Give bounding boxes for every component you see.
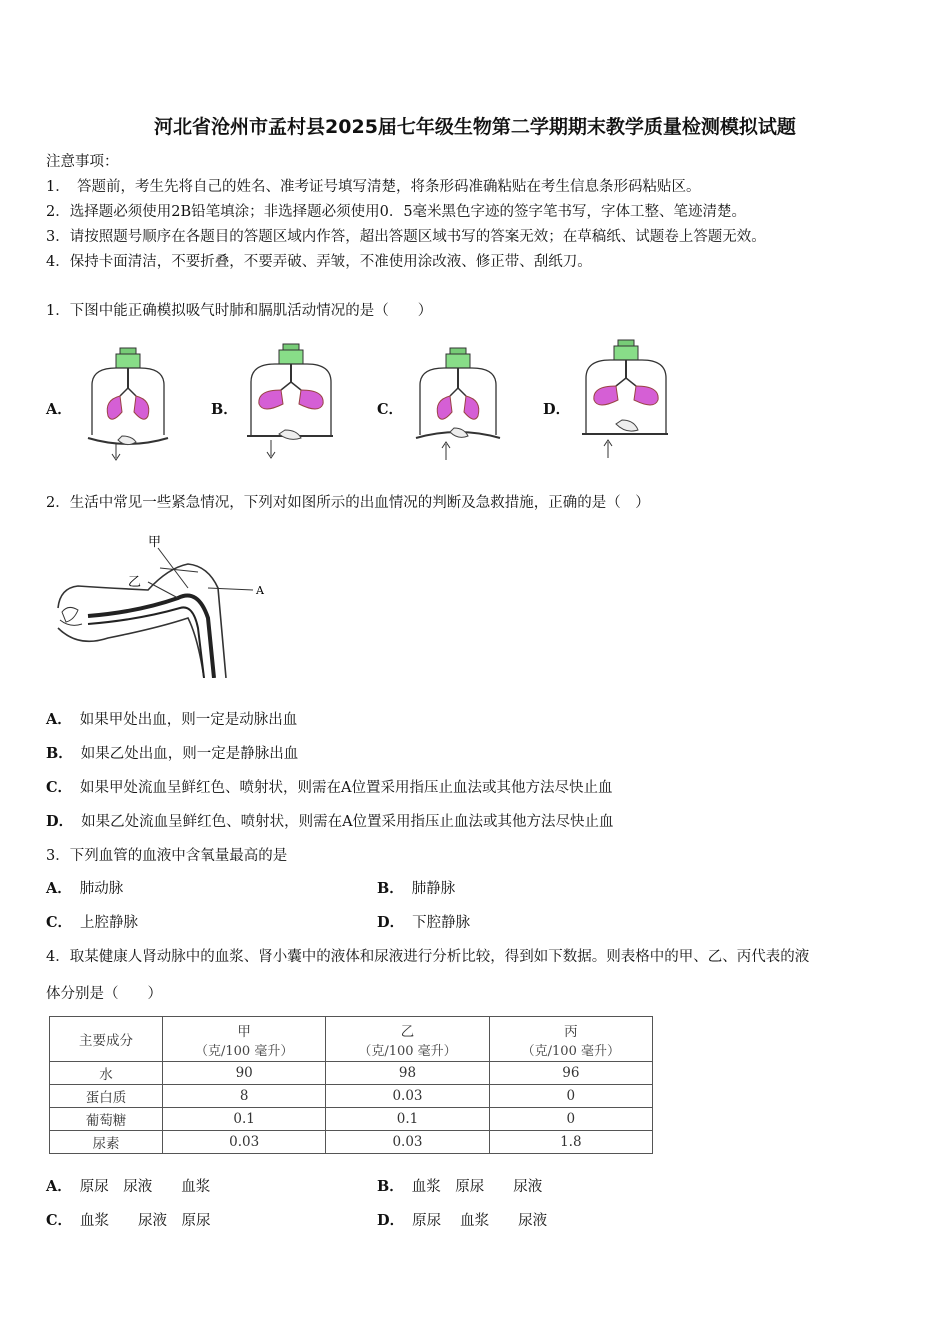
notice-item: 3．请按照题号顺序在各题目的答题区域内作答，超出答题区域书写的答案无效；在草稿纸、试题卷上答题无效。 bbox=[46, 229, 766, 245]
table-cell: 蛋白质 bbox=[50, 1085, 163, 1108]
table-row bbox=[50, 1062, 653, 1085]
table-header-cell: 乙 （克/100 毫升） bbox=[326, 1017, 489, 1062]
q1-label-d: D． bbox=[543, 401, 571, 418]
table-cell: 葡萄糖 bbox=[50, 1108, 163, 1131]
q1-stem: 1．下图中能正确模拟吸气时肺和膈肌活动情况的是（ ） bbox=[46, 303, 433, 319]
table-row bbox=[50, 1108, 653, 1131]
table-cell: 0.03 bbox=[326, 1085, 489, 1108]
q2-option-a[interactable]: A． 如果甲处出血，则一定是动脉出血 bbox=[46, 711, 298, 728]
q4-stem-line1: 4．取某健康人肾动脉中的血浆、肾小囊中的液体和尿液进行分析比较，得到如下数据。则表格中的甲、乙、丙代表的液 bbox=[46, 949, 810, 965]
q4-option-d[interactable]: D． 原尿 血浆 尿液 bbox=[377, 1212, 548, 1229]
q1-label-c: C． bbox=[377, 401, 404, 418]
q4-option-b[interactable]: B． 血浆 原尿 尿液 bbox=[377, 1178, 543, 1195]
table-cell: 0 bbox=[489, 1108, 652, 1131]
fig-label-yi: 乙 bbox=[128, 575, 142, 590]
notice-item: 2．选择题必须使用2B铅笔填涂；非选择题必须使用0．5毫米黑色字迹的签字笔书写，字体工整、笔迹清楚。 bbox=[46, 204, 747, 220]
notice-heading: 注意事项： bbox=[46, 154, 119, 170]
arm-bleeding-figure bbox=[48, 528, 268, 678]
table-cell: 98 bbox=[326, 1062, 489, 1085]
q1-label-b: B． bbox=[211, 401, 238, 418]
bell-jar-figure-a bbox=[82, 340, 174, 465]
table-header-row bbox=[50, 1017, 653, 1062]
table-cell: 1.8 bbox=[489, 1131, 652, 1154]
bell-jar-figure-c bbox=[412, 340, 504, 465]
bell-jar-figure-b bbox=[245, 340, 337, 465]
fig-label-jia: 甲 bbox=[148, 535, 162, 550]
q4-data-table bbox=[49, 1016, 653, 1154]
notice-item: 4．保持卡面清洁，不要折叠，不要弄破、弄皱，不准使用涂改液、修正带、刮纸刀。 bbox=[46, 254, 592, 270]
bell-jar-figure-d bbox=[580, 338, 672, 463]
q4-option-c[interactable]: C． 血浆 尿液 原尿 bbox=[46, 1212, 211, 1229]
q3-option-d[interactable]: D． 下腔静脉 bbox=[377, 914, 471, 931]
table-header-cell: 甲 （克/100 毫升） bbox=[163, 1017, 326, 1062]
table-header-cell: 主要成分 bbox=[50, 1017, 163, 1062]
q4-stem-line2: 体分别是（ ） bbox=[46, 986, 162, 1002]
table-cell: 尿素 bbox=[50, 1131, 163, 1154]
q3-option-b[interactable]: B． 肺静脉 bbox=[377, 880, 456, 897]
q4-option-a[interactable]: A． 原尿 尿液 血浆 bbox=[46, 1178, 211, 1195]
table-cell: 水 bbox=[50, 1062, 163, 1085]
table-cell: 0 bbox=[489, 1085, 652, 1108]
table-row bbox=[50, 1085, 653, 1108]
fig-label-a: A bbox=[256, 584, 264, 597]
table-cell: 96 bbox=[489, 1062, 652, 1085]
q2-option-b[interactable]: B． 如果乙处出血，则一定是静脉出血 bbox=[46, 745, 299, 762]
q3-option-a[interactable]: A． 肺动脉 bbox=[46, 880, 124, 897]
table-cell: 8 bbox=[163, 1085, 326, 1108]
q2-option-d[interactable]: D． 如果乙处流血呈鲜红色、喷射状，则需在A位置采用指压止血法或其他方法尽快止血 bbox=[46, 813, 614, 830]
q3-stem: 3．下列血管的血液中含氧量最高的是 bbox=[46, 848, 288, 864]
table-cell: 0.03 bbox=[326, 1131, 489, 1154]
q3-option-c[interactable]: C． 上腔静脉 bbox=[46, 914, 139, 931]
page-title: 河北省沧州市孟村县2025届七年级生物第二学期期末教学质量检测模拟试题 bbox=[154, 116, 796, 138]
table-header-cell: 丙 （克/100 毫升） bbox=[489, 1017, 652, 1062]
notice-item: 1． 答题前，考生先将自己的姓名、准考证号填写清楚，将条形码准确粘贴在考生信息条形码粘贴区。 bbox=[46, 179, 701, 195]
table-cell: 0.1 bbox=[326, 1108, 489, 1131]
table-cell: 0.03 bbox=[163, 1131, 326, 1154]
table-cell: 0.1 bbox=[163, 1108, 326, 1131]
table-row bbox=[50, 1131, 653, 1154]
q2-option-c[interactable]: C． 如果甲处流血呈鲜红色、喷射状，则需在A位置采用指压止血法或其他方法尽快止血 bbox=[46, 779, 613, 796]
q1-label-a: A． bbox=[46, 401, 72, 418]
q2-stem: 2．生活中常见一些紧急情况，下列对如图所示的出血情况的判断及急救措施，正确的是（ ） bbox=[46, 495, 650, 511]
table-cell: 90 bbox=[163, 1062, 326, 1085]
